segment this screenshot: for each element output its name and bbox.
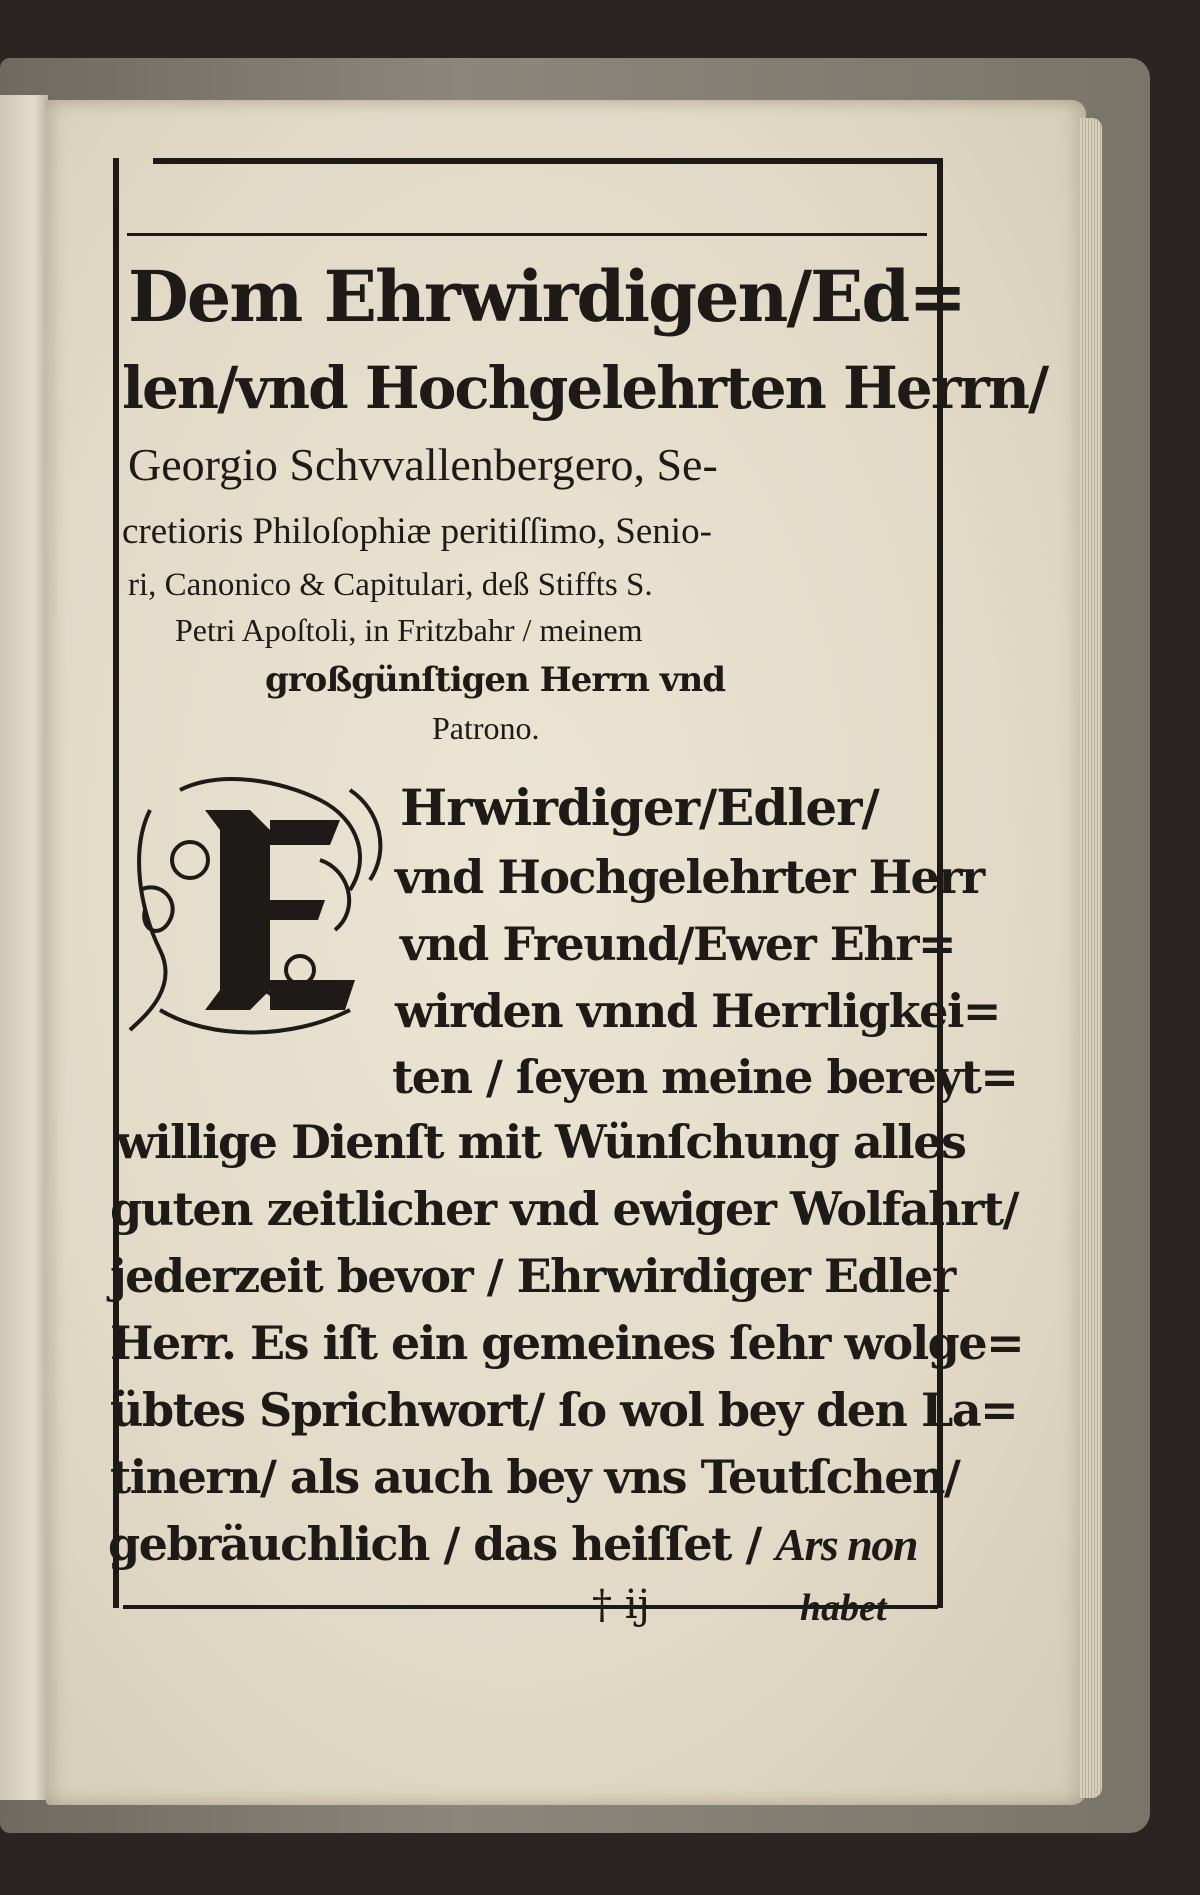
signature-mark: † ij: [592, 1582, 650, 1628]
body-line-text: gebräuchlich / das heiſſet /: [108, 1517, 776, 1571]
address-line: großgünſtigen Herrn vnd: [265, 660, 726, 700]
page-edges: [1080, 118, 1102, 1798]
body-line: Hrwirdiger/Edler/: [400, 778, 879, 837]
catchword: habet: [800, 1587, 887, 1629]
frame-rule-inner-top: [127, 233, 927, 236]
heading-line: len/vnd Hochgelehrten Herrn/: [122, 354, 1048, 422]
body-line: Herr. Es iſt ein gemeines ſehr wolge=: [110, 1316, 1024, 1370]
latin-phrase: Ars non: [775, 1519, 917, 1570]
heading-line: Dem Ehrwirdigen/Ed=: [128, 255, 965, 338]
body-line: vnd Freund/Ewer Ehr=: [400, 917, 956, 971]
body-line: willige Dienſt mit Wünſchung alles: [116, 1115, 966, 1169]
address-line: Patrono.: [432, 710, 540, 746]
body-line: ten / ſeyen meine bereyt=: [392, 1050, 1018, 1104]
body-line: guten zeitlicher vnd ewiger Wolfahrt/: [110, 1182, 1018, 1236]
address-line: ri, Canonico & Capitulari, deß Stiffts S.: [128, 567, 653, 603]
left-page-edge: [0, 95, 48, 1800]
body-line: tinern/ als auch bey vns Teutſchen/: [110, 1450, 960, 1504]
address-line: cretioris Philoſophiæ peritiſſimo, Senio-: [122, 511, 712, 552]
ornate-drop-cap-icon: [120, 770, 410, 1050]
body-line: jederzeit bevor / Ehrwirdiger Edler: [110, 1249, 955, 1303]
body-line: übtes Sprichwort/ ſo wol bey den La=: [110, 1383, 1018, 1437]
body-line: wirden vnnd Herrligkei=: [395, 984, 1000, 1038]
address-line: Petri Apoſtoli, in Fritzbahr / meinem: [175, 612, 643, 648]
drop-cap-ornament: [120, 770, 410, 1050]
frame-rule-top: [153, 158, 943, 164]
body-line: vnd Hochgelehrter Herr: [395, 850, 984, 904]
address-line: Georgio Schvvallenbergero, Se-: [128, 439, 718, 490]
body-line: [108, 1517, 917, 1571]
